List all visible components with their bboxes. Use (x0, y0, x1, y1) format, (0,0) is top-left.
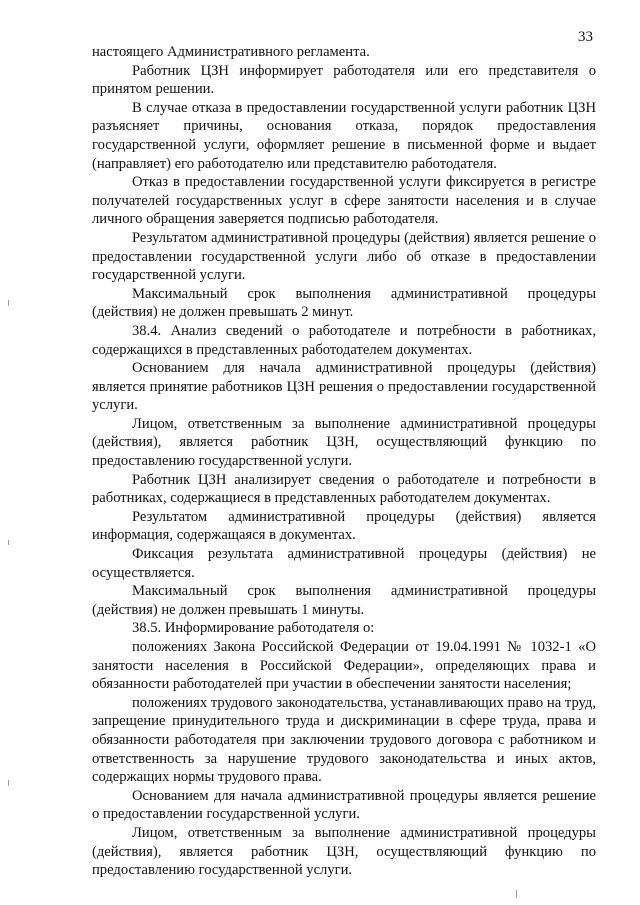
paragraph: Результатом административной процедуры (действия) является информация, содержащаяся в документах. (92, 508, 596, 544)
scan-edge-mark (8, 300, 9, 306)
scan-edge-mark (8, 780, 9, 786)
paragraph: 38.5. Информирование работодателя о: (132, 620, 375, 637)
paragraph: положениях Закона Российской Федерации от 19.04.1991 № 1032-1 «О занятости населения в Российской Федерации», определяющих права и обязанности работодателей при участии в обеспечении занятости населения; (92, 639, 596, 693)
scan-edge-mark (8, 540, 9, 545)
paragraph: 38.4. Анализ сведений о работодателе и потребности в работниках, содержащихся в представленных работодателем документах. (92, 322, 596, 358)
paragraph: Максимальный срок выполнения административной процедуры (действия) не должен превышать 2 минут. (92, 285, 596, 321)
paragraph: настоящего Административного регламента. (92, 44, 370, 60)
paragraph: Результатом административной процедуры (действия) является решение о предоставлении государственной услуги либо об отказе в предоставлении государственной услуги. (92, 229, 596, 284)
document-body (92, 43, 596, 880)
paragraph: Работник ЦЗН анализирует сведения о работодателе и потребности в работниках, содержащиеся в представленных работодателем документах. (92, 471, 596, 507)
paragraph: Лицом, ответственным за выполнение административной процедуры (действия), является работник ЦЗН, осуществляющий функцию по предоставлению государственной услуги. (92, 415, 596, 470)
paragraph: Отказ в предоставлении государственной услуги фиксируется в регистре получателей государственных услуг в сфере занятости населения и в случае личного обращения заверяется подписью работодателя. (92, 174, 596, 228)
scan-edge-mark (516, 890, 517, 898)
paragraph: Фиксация результата административной процедуры (действия) не осуществляется. (92, 546, 596, 581)
paragraph: Максимальный срок выполнения административной процедуры (действия) не должен превышать 1 минуты. (92, 583, 596, 618)
page-number: 33 (578, 29, 593, 45)
paragraph: Основанием для начала административной процедуры является решение о предоставлении государственной услуги. (92, 787, 596, 823)
paragraph: Лицом, ответственным за выполнение административной процедуры (действия), является работник ЦЗН, осуществляющий функцию по предоставлению государственной услуги. (92, 824, 596, 879)
paragraph: В случае отказа в предоставлении государственной услуги работник ЦЗН разъясняет причины, основания отказа, порядок предоставления государственной услуги, оформляет решение в письменной форме и выдает (направляет) его работодателю или представителю работодателя. (92, 99, 596, 172)
paragraph: Работник ЦЗН информирует работодателя или его представителя о принятом решении. (92, 62, 596, 98)
paragraph: положениях трудового законодательства, устанавливающих право на труд, запрещение принудительного труда и дискриминации в сфере труда, права и обязанности работодателя при заключении трудового договора с работником и ответственность за нарушение трудового законодательства и иных актов, содержащих нормы трудового права. (92, 694, 596, 786)
paragraph: Основанием для начала административной процедуры (действия) является принятие работников ЦЗН решения о предоставлении государственной услуги. (92, 360, 596, 414)
